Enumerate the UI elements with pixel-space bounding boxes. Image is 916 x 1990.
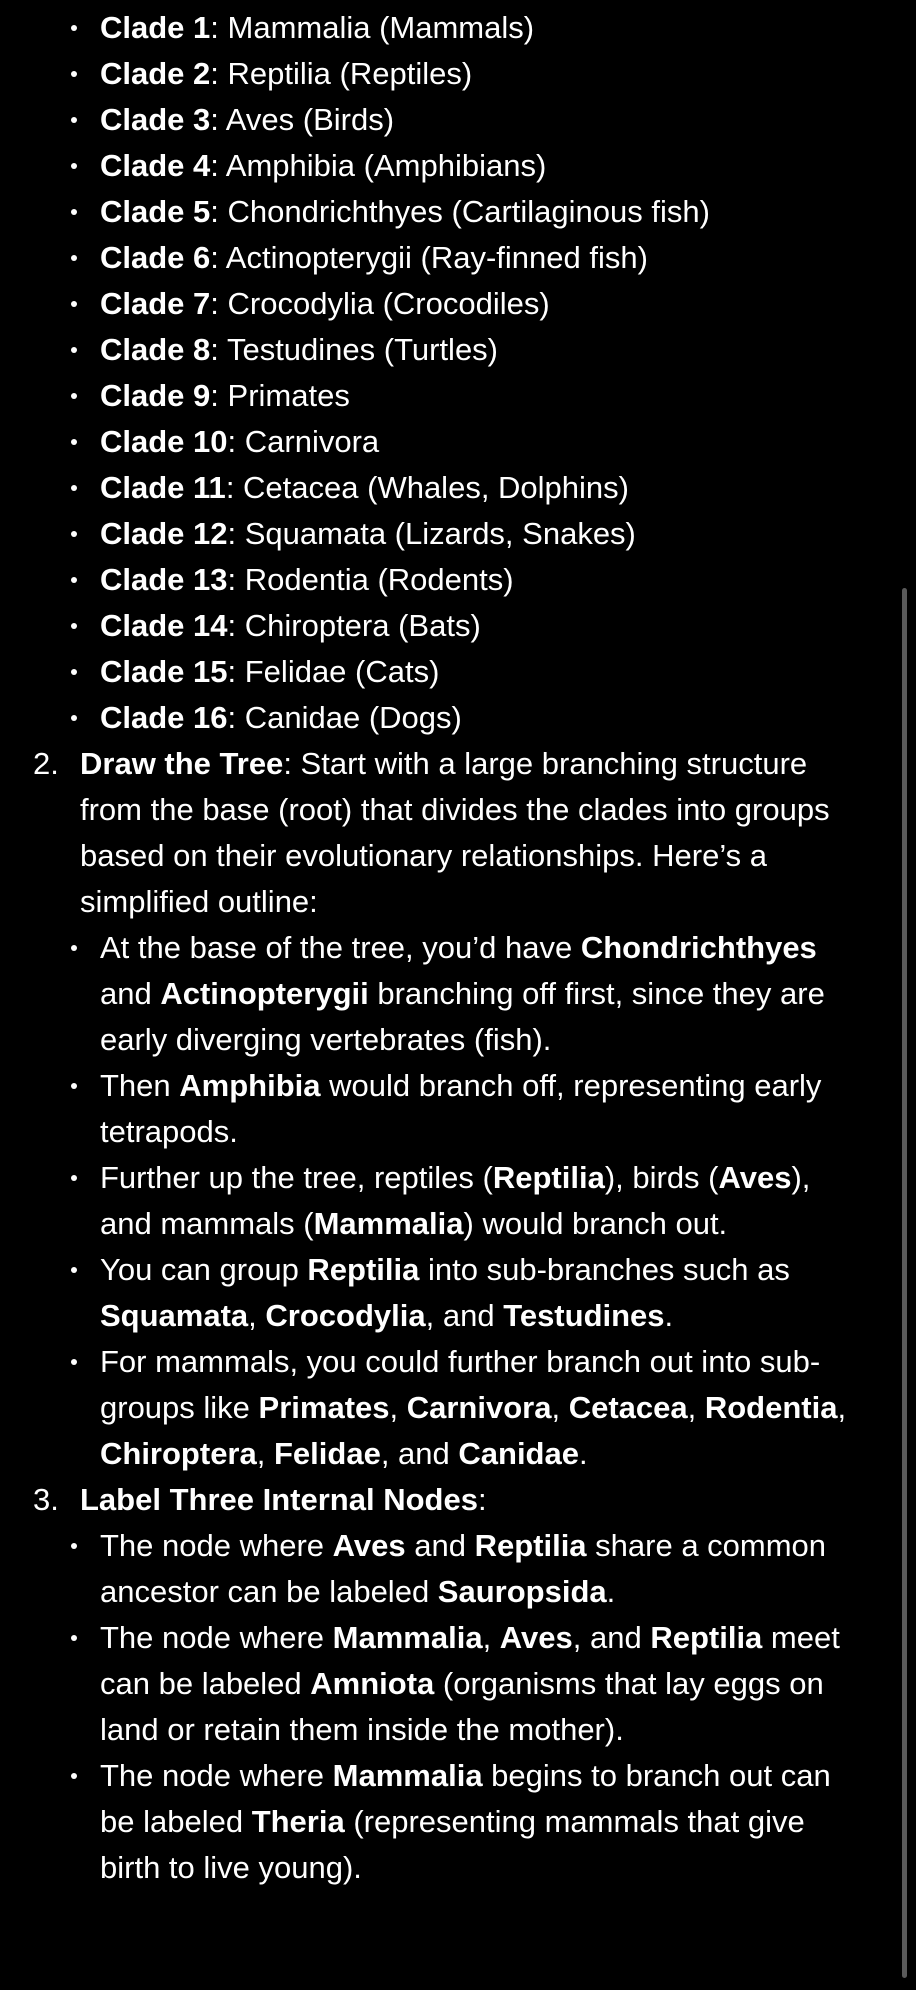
list-item: Then Amphibia would branch off, representing early tetrapods. [0, 1063, 880, 1155]
scrollbar[interactable] [902, 588, 907, 1978]
clade-item: Clade 7: Crocodylia (Crocodiles) [0, 281, 880, 327]
bullet-icon [71, 1635, 77, 1641]
step-number: 2. [33, 746, 59, 781]
step-draw-tree: 2. Draw the Tree: Start with a large branching structure from the base (root) that divides the clades into groups based on their evolutionary relationships. Here’s a simplified outline: [0, 741, 880, 925]
bullet-icon [71, 623, 77, 629]
bullet-icon [71, 209, 77, 215]
bullet-icon [71, 715, 77, 721]
bullet-icon [71, 669, 77, 675]
clade-item: Clade 4: Amphibia (Amphibians) [0, 143, 880, 189]
bullet-icon [71, 577, 77, 583]
clade-item: Clade 2: Reptilia (Reptiles) [0, 51, 880, 97]
clade-item: Clade 16: Canidae (Dogs) [0, 695, 880, 741]
list-item: At the base of the tree, you’d have Chondrichthyes and Actinopterygii branching off first, since they are early diverging vertebrates (fish). [0, 925, 880, 1063]
bullet-icon [71, 439, 77, 445]
clade-item: Clade 3: Aves (Birds) [0, 97, 880, 143]
bullet-icon [71, 25, 77, 31]
bullet-icon [71, 1773, 77, 1779]
clade-item: Clade 14: Chiroptera (Bats) [0, 603, 880, 649]
bullet-icon [71, 71, 77, 77]
label-nodes-bullets [0, 1523, 880, 1891]
clade-item: Clade 10: Carnivora [0, 419, 880, 465]
list-item: For mammals, you could further branch out into sub-groups like Primates, Carnivora, Cetacea, Rodentia, Chiroptera, Felidae, and Canidae. [0, 1339, 880, 1477]
message-content [0, 5, 880, 1891]
list-item: The node where Mammalia begins to branch out can be labeled Theria (representing mammals that give birth to live young). [0, 1753, 880, 1891]
clade-item: Clade 8: Testudines (Turtles) [0, 327, 880, 373]
bullet-icon [71, 347, 77, 353]
draw-tree-bullets [0, 925, 880, 1477]
bullet-icon [71, 163, 77, 169]
clade-item: Clade 1: Mammalia (Mammals) [0, 5, 880, 51]
clade-item: Clade 13: Rodentia (Rodents) [0, 557, 880, 603]
list-item: The node where Aves and Reptilia share a common ancestor can be labeled Sauropsida. [0, 1523, 880, 1615]
list-item: You can group Reptilia into sub-branches such as Squamata, Crocodylia, and Testudines. [0, 1247, 880, 1339]
step-title: Draw the Tree [80, 746, 284, 781]
step-number: 3. [33, 1482, 59, 1517]
bullet-icon [71, 1083, 77, 1089]
bullet-icon [71, 255, 77, 261]
bullet-icon [71, 485, 77, 491]
clade-item: Clade 6: Actinopterygii (Ray-finned fish) [0, 235, 880, 281]
bullet-icon [71, 1543, 77, 1549]
clade-item: Clade 9: Primates [0, 373, 880, 419]
bullet-icon [71, 1175, 77, 1181]
clade-item: Clade 15: Felidae (Cats) [0, 649, 880, 695]
step-label-nodes: 3. Label Three Internal Nodes: [0, 1477, 880, 1523]
list-item: Further up the tree, reptiles (Reptilia), birds (Aves), and mammals (Mammalia) would branch out. [0, 1155, 880, 1247]
bullet-icon [71, 945, 77, 951]
bullet-icon [71, 531, 77, 537]
list-item: The node where Mammalia, Aves, and Reptilia meet can be labeled Amniota (organisms that lay eggs on land or retain them inside the mother). [0, 1615, 880, 1753]
clade-item: Clade 12: Squamata (Lizards, Snakes) [0, 511, 880, 557]
step-title: Label Three Internal Nodes [80, 1482, 478, 1517]
clade-list [0, 5, 880, 741]
bullet-icon [71, 1267, 77, 1273]
bullet-icon [71, 301, 77, 307]
bullet-icon [71, 393, 77, 399]
bullet-icon [71, 117, 77, 123]
clade-item: Clade 11: Cetacea (Whales, Dolphins) [0, 465, 880, 511]
step-text: Start with a large branching structure from the base (root) that divides the clades into groups based on their evolutionary relationships. Here’s a simplified outline: [80, 746, 830, 919]
bullet-icon [71, 1359, 77, 1365]
clade-item: Clade 5: Chondrichthyes (Cartilaginous fish) [0, 189, 880, 235]
